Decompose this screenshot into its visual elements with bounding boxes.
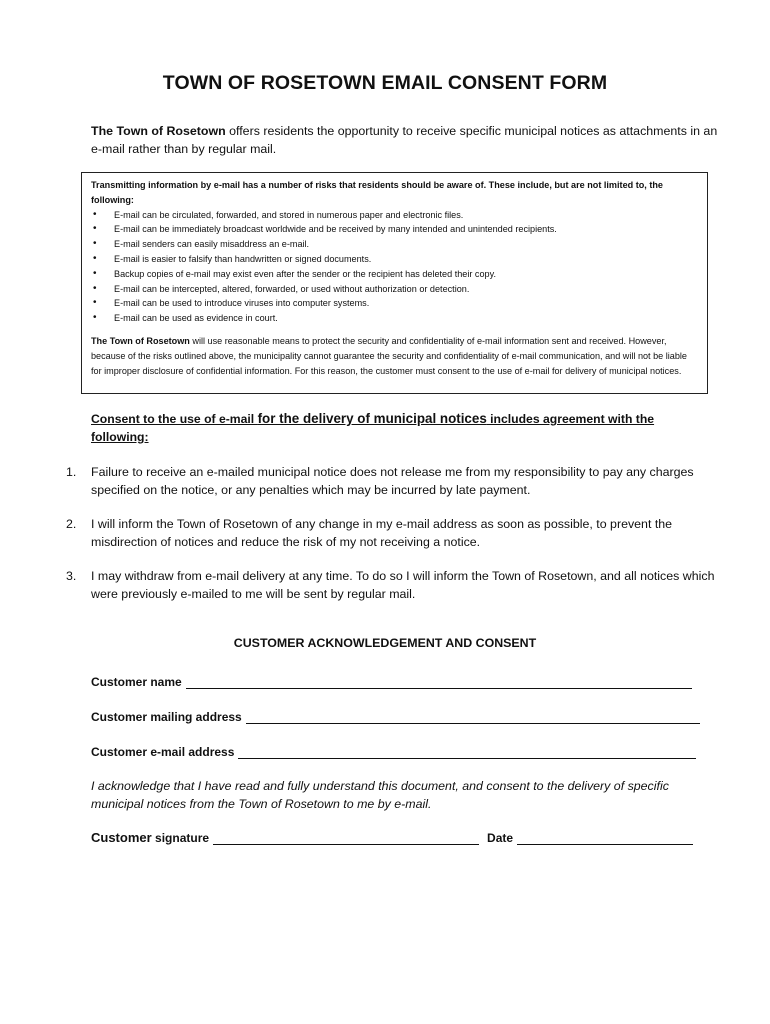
signature-row xyxy=(91,830,693,845)
customer-name-label: Customer name xyxy=(91,675,182,689)
term-item xyxy=(66,515,716,551)
consent-heading-part3: includes agreement with the following: xyxy=(91,412,655,444)
intro-text: offers residents the opportunity to receive specific municipal notices as attachments in an e-mail rather than by regular mail. xyxy=(91,124,718,156)
risk-item: • E-mail can be immediately broadcast worldwide and be received by many intended and unintended recipients. xyxy=(91,222,699,237)
terms-list xyxy=(66,463,716,619)
risk-footer-text: will use reasonable means to protect the security and confidentiality of e-mail information sent and received. However, because of the risks outlined above, the municipality cannot guarantee the security and confidentiality of e-mail communication, and will not be liable for improper disclosure of confidential information. For this reason, the customer must consent to the use of e-mail for delivery of municipal notices. xyxy=(91,335,687,376)
intro-paragraph xyxy=(91,122,721,158)
risk-item: • E-mail is easier to falsify than handwritten or signed documents. xyxy=(91,252,699,267)
risk-intro: Transmitting information by e-mail has a number of risks that residents should be aware of. These include, but are not limited to, the following: xyxy=(91,180,663,205)
term-item xyxy=(66,463,716,499)
customer-address-input-line[interactable] xyxy=(246,709,700,724)
risk-item: • Backup copies of e-mail may exist even after the sender or the recipient has deleted their copy. xyxy=(91,267,699,282)
acknowledgement-heading: CUSTOMER ACKNOWLEDGEMENT AND CONSENT xyxy=(233,636,537,650)
risk-footer-org: The Town of Rosetown xyxy=(91,335,190,346)
customer-email-input-line[interactable] xyxy=(238,744,696,759)
signature-label-rest: signature xyxy=(151,831,210,845)
risk-item: • E-mail can be used to introduce viruses into computer systems. xyxy=(91,296,699,311)
risk-item: • E-mail can be circulated, forwarded, and stored in numerous paper and electronic files. xyxy=(91,208,699,223)
signature-label-main: Customer xyxy=(91,830,152,845)
consent-heading-part2: for the delivery of municipal notices xyxy=(257,411,487,426)
term-text: Failure to receive an e-mailed municipal notice does not release me from my responsibility to pay any charges specified on the notice, or any penalties which may be incurred by late payment. xyxy=(91,465,694,497)
customer-address-label: Customer mailing address xyxy=(91,710,242,724)
page-title: TOWN OF ROSETOWN EMAIL CONSENT FORM xyxy=(162,72,608,94)
consent-heading-part1: Consent to the use of e-mail xyxy=(91,412,258,426)
customer-name-field xyxy=(91,674,692,689)
customer-email-label: Customer e-mail address xyxy=(91,745,235,759)
term-text: I will inform the Town of Rosetown of any change in my e-mail address as soon as possible, to prevent the misdirection of notices and reduce the risk of my not receiving a notice. xyxy=(91,517,673,549)
acknowledgement-text: I acknowledge that I have read and fully understand this document, and consent to the delivery of specific municipal notices from the Town of Rosetown to me by e-mail. xyxy=(91,779,669,811)
signature-label xyxy=(91,830,209,845)
date-label: Date xyxy=(487,831,514,845)
intro-org-name: The Town of Rosetown xyxy=(91,124,226,138)
risk-item: • E-mail can be intercepted, altered, forwarded, or used without authorization or detection. xyxy=(91,282,699,297)
consent-heading xyxy=(91,410,691,446)
risk-item: • E-mail senders can easily misaddress an e-mail. xyxy=(91,237,699,252)
term-number: 3. xyxy=(66,569,77,583)
customer-address-field xyxy=(91,709,700,724)
term-number: 2. xyxy=(66,517,77,531)
risk-list xyxy=(91,208,699,326)
signature-input-line[interactable] xyxy=(213,830,479,845)
term-text: I may withdraw from e-mail delivery at any time. To do so I will inform the Town of Rosetown, and all notices which were previously e-mailed to me will be sent by regular mail. xyxy=(91,569,715,601)
risk-item: • E-mail can be used as evidence in court. xyxy=(91,311,699,326)
term-number: 1. xyxy=(66,465,77,479)
date-input-line[interactable] xyxy=(517,830,693,845)
risk-footer xyxy=(91,334,699,378)
customer-email-field xyxy=(91,744,696,759)
risk-notice-box xyxy=(81,172,708,394)
term-item xyxy=(66,567,716,603)
customer-name-input-line[interactable] xyxy=(186,674,692,689)
